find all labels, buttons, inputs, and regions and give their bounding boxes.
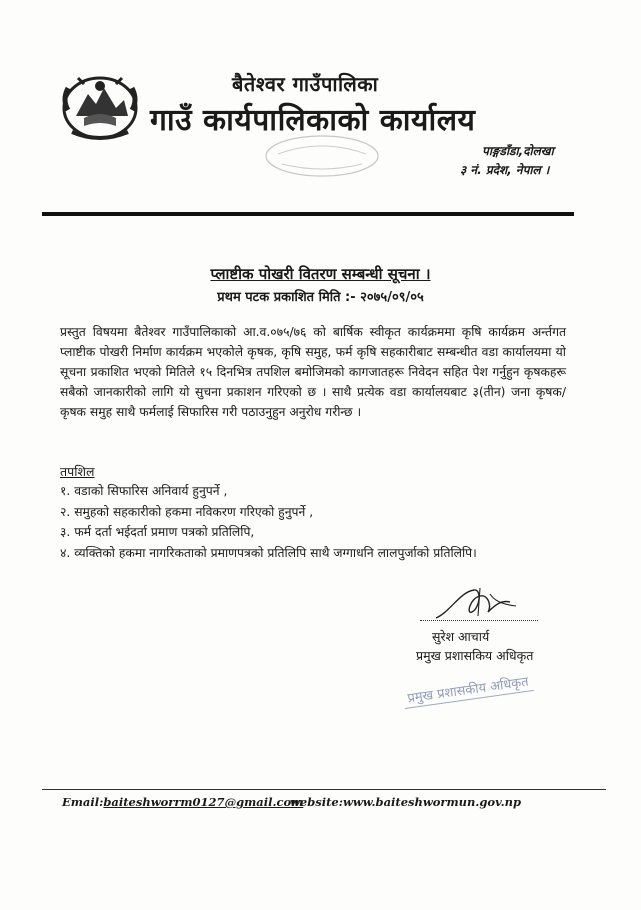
- header-divider: [42, 212, 574, 216]
- faint-stamp-icon: [262, 132, 382, 180]
- details-heading: तपशिल: [60, 464, 95, 479]
- details-item: ४. व्यक्तिको हकमा नागरिकताको प्रमाणपत्रको प्रतिलिपि साथै जग्गाधनि लालपुर्जाको प्रतिलिपि।: [60, 545, 477, 560]
- website-link[interactable]: www.baiteshwormun.gov.np: [342, 795, 522, 809]
- address-line-2: ३ नं. प्रदेश, नेपाल ।: [460, 163, 550, 177]
- notice-publish-date: प्रथम पटक प्रकाशित मिति :- २०७५/०९/०५: [217, 290, 424, 305]
- nepal-emblem-icon: [58, 70, 142, 144]
- details-item: २. समुहको सहकारीको हकमा नविकरण गरिएको हुनुपर्ने ,: [60, 504, 314, 519]
- address-line-1: पाङ्गडाँडा,दोलखा: [482, 144, 554, 158]
- footer-divider: [42, 789, 606, 790]
- footer-website: [290, 795, 521, 809]
- details-item: ३. फर्म दर्ता भईदर्ता प्रमाण पत्रको प्रतिलिपि,: [60, 525, 255, 539]
- office-name: गाउँ कार्यपालिकाको कार्यालय: [150, 103, 476, 138]
- email-link[interactable]: baiteshworrm0127@gmail.com: [103, 795, 304, 809]
- signature-line: [420, 620, 538, 621]
- signature-icon: [430, 582, 522, 628]
- details-list: [60, 481, 580, 563]
- notice-title: प्लाष्टीक पोखरी वितरण सम्बन्धी सूचना ।: [210, 265, 431, 283]
- details-item: १. वडाको सिफारिस अनिवार्य हुनुपर्ने ,: [60, 484, 228, 498]
- footer-email: [62, 795, 303, 809]
- email-label: Email:: [62, 795, 104, 809]
- signer-name: सुरेश आचार्य: [432, 629, 490, 644]
- municipality-name: बैतेश्वर गाउँपालिका: [232, 72, 379, 96]
- notice-body: प्रस्तुत विषयमा बैतेश्वर गाउँपालिकाको आ.व.०७५/७६ को बार्षिक स्वीकृत कार्यक्रममा कृषि कार्यक्रम अर्न्तगत प्लाष्टीक पोखरी निर्माण कार्यक्रम भएकोले कृषक, कृषि समुह, फर्म कृषि सहकारीबाट सम्बन्धीत वडा कार्यालयमा यो सूचना प्रकाशित भएको मितिले १५ दिनभित्र तपशिल बमोजिमको कागजातहरू निवेदन सहित पेश गर्नुहुन कृषकहरू सबैको जानकारीको लागि यो सुचना प्रकाशन गरिएको छ । साथै प्रत्येक वडा कार्यालयबाट ३(तीन) जना कृषक/कृषक समुह साथै फर्मलाई सिफारिस गरी पठाउनुहुन अनुरोध गरीन्छ ।: [60, 325, 566, 419]
- official-stamp: प्रमुख प्रशासकीय अधिकृत: [402, 671, 534, 709]
- signer-title: प्रमुख प्रशासकिय अधिकृत: [416, 648, 534, 663]
- website-label: website:: [290, 795, 343, 809]
